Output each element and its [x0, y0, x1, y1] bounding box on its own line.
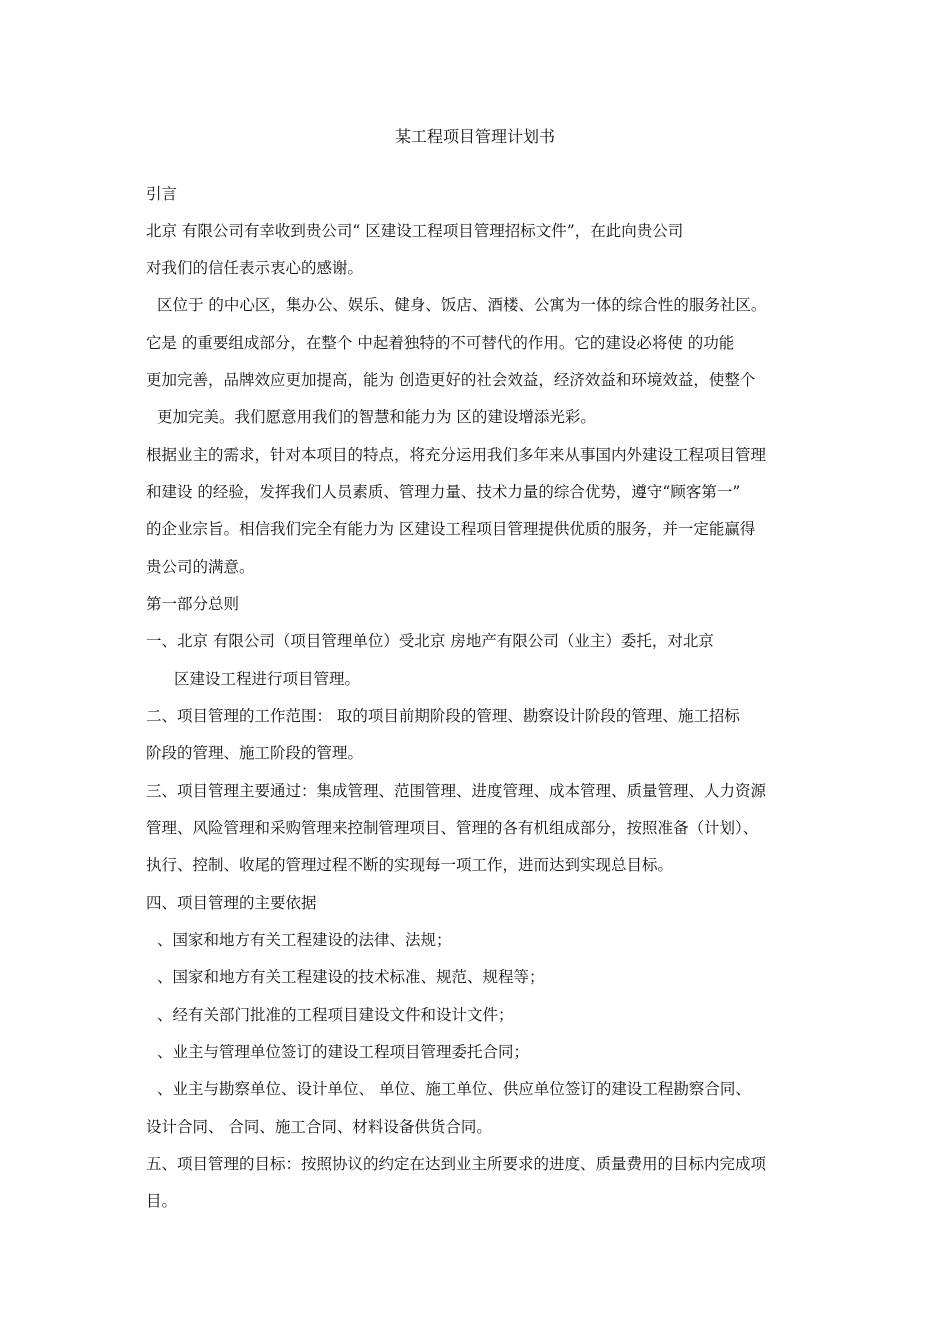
list-item: 、业主与勘察单位、设计单位、 单位、施工单位、供应单位签订的建设工程勘察合同、: [157, 1080, 751, 1098]
list-item: 、国家和地方有关工程建设的技术标准、规范、规程等；: [157, 968, 545, 986]
paragraph-line: 贵公司的满意。: [146, 558, 255, 576]
paragraph-line: 二、项目管理的工作范围： 取的项目前期阶段的管理、勘察设计阶段的管理、施工招标: [146, 707, 740, 725]
paragraph-line: 目。: [146, 1192, 178, 1210]
paragraph-line: 根据业主的需求，针对本项目的特点，将充分运用我们多年来从事国内外建设工程项目管理: [146, 446, 767, 464]
section-heading-part1: 第一部分总则: [146, 595, 240, 613]
paragraph-line: 管理、风险管理和采购管理来控制管理项目、管理的各有机组成部分，按照准备（计划）、: [146, 819, 759, 837]
paragraph-line: 执行、控制、收尾的管理过程不断的实现每一项工作，进而达到实现总目标。: [146, 856, 674, 874]
paragraph-line: 和建设 的经验，发挥我们人员素质、管理力量、技术力量的综合优势，遵守“顾客第一”: [146, 483, 741, 501]
document-title: 某工程项目管理计划书: [394, 127, 555, 146]
paragraph-line: 的企业宗旨。相信我们完全有能力为 区建设工程项目管理提供优质的服务，并一定能赢得: [146, 520, 756, 538]
paragraph-line: 五、项目管理的目标：按照协议的约定在达到业主所要求的进度、质量费用的目标内完成项: [146, 1155, 767, 1173]
list-item: 、经有关部门批准的工程项目建设文件和设计文件；: [157, 1006, 514, 1024]
paragraph-line: 设计合同、 合同、施工合同、材料设备供货合同。: [146, 1118, 492, 1136]
paragraph-line: 区建设工程进行项目管理。: [174, 670, 361, 688]
paragraph-line: 阶段的管理、施工阶段的管理。: [146, 744, 364, 762]
section-heading-intro: 引言: [146, 185, 178, 203]
paragraph-line: 三、项目管理主要通过：集成管理、范围管理、进度管理、成本管理、质量管理、人力资源: [146, 782, 767, 800]
paragraph-line: 一、北京 有限公司（项目管理单位）受北京 房地产有限公司（业主）委托，对北京: [146, 632, 714, 650]
paragraph-line: 它是 的重要组成部分，在整个 中起着独特的不可替代的作用。它的建设必将使 的功能: [146, 334, 735, 352]
paragraph-line: 北京 有限公司有幸收到贵公司“ 区建设工程项目管理招标文件”，在此向贵公司: [146, 222, 684, 240]
list-item: 、国家和地方有关工程建设的法律、法规；: [157, 931, 452, 949]
paragraph-line: 对我们的信任表示衷心的感谢。: [146, 259, 364, 277]
paragraph-line: 四、项目管理的主要依据: [146, 894, 317, 912]
paragraph-line: 更加完美。我们愿意用我们的智慧和能力为 区的建设增添光彩。: [157, 408, 596, 426]
paragraph-line: 区位于 的中心区，集办公、娱乐、健身、饭店、酒楼、公寓为一体的综合性的服务社区。: [157, 296, 767, 314]
list-item: 、业主与管理单位签订的建设工程项目管理委托合同；: [157, 1043, 530, 1061]
paragraph-line: 更加完善，品牌效应更加提高，能为 创造更好的社会效益，经济效益和环境效益，使整个: [146, 371, 756, 389]
